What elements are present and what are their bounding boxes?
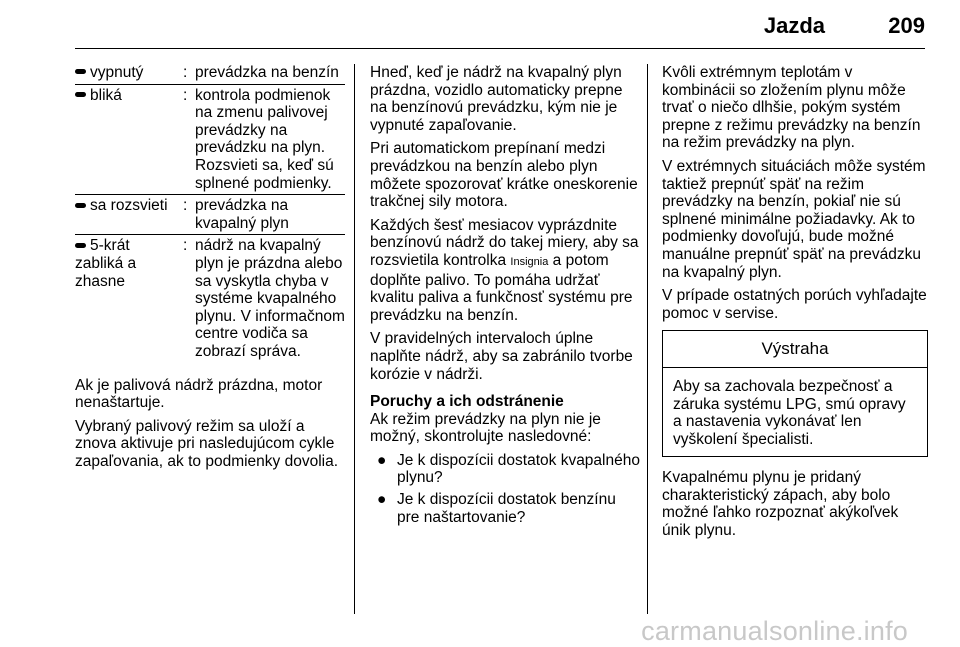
def-colon: : <box>183 237 188 255</box>
indicator-symbol: Insignia <box>510 255 549 268</box>
paragraph: V extrémnych situáciách môže systém taktiež prepnúť späť na režim prevádzky na benzín, pokiaľ nie sú splnené minimálne požiadavky. Ak to podmienky dovoľujú, bude možné manuálne prepnúť späť na prevádzku na kvapalný plyn. <box>662 157 926 281</box>
indicator-dash-icon <box>75 92 86 97</box>
paragraph: Hneď, keď je nádrž na kvapalný plyn prázdna, vozidlo automaticky prepne na benzínovú prevádzku, kým nie je vypnuté zapaľovanie. <box>370 64 623 134</box>
def-colon: : <box>183 86 188 104</box>
bullet-icon: ● <box>377 451 387 469</box>
warning-title: Výstraha <box>663 331 927 368</box>
paragraph: V prípade ostatných porúch vyhľadajte pomoc v servise. <box>662 287 927 322</box>
def-colon: : <box>183 64 188 81</box>
page-number: 209 <box>888 13 925 38</box>
bullet-icon: ● <box>377 491 387 509</box>
def-term: bliká <box>75 87 183 195</box>
header-rule <box>75 48 925 49</box>
indicator-dash-icon <box>75 69 86 74</box>
list-item: ● Je k dispozícii dostatok benzínu pre naštartovanie? <box>377 491 616 526</box>
section-title: Jazda <box>763 13 825 38</box>
indicator-dash-icon <box>75 243 86 248</box>
subheading: Poruchy a ich odstránenie <box>370 393 564 411</box>
def-description: nádrž na kvapalný plyn je prázdna alebo sa vyskytla chyba v systéme kvapalného plynu. V informačnom centre vodiča sa zobrazí správa. <box>195 237 345 360</box>
column-3 <box>662 64 928 546</box>
paragraph: Ak režim prevádzky na plyn nie je možný, skontrolujte nasledovné: <box>370 410 601 446</box>
def-divider <box>75 84 345 85</box>
def-description: kontrola podmienok na zmenu palivovej prevádzky na prevádzku na plyn. Rozsvieti sa, keď sú splnené podmienky. <box>195 86 334 192</box>
checklist <box>370 452 640 526</box>
paragraph: Každých šesť mesiacov vyprázdnite benzínovú nádrž do takej miery, aby sa rozsvietila kontrolka Insignia a potom doplňte palivo. To pomáha udržať kvalitu paliva a funkčnosť systému pre prevádzku na benzín. <box>370 216 639 324</box>
paragraph: Kvôli extrémnym teplotám v kombinácii so zložením plynu môže trvať o niečo dlhšie, pokým systém prepne z režimu prevádzky na benzín na režim prevádzky na plyn. <box>662 64 921 152</box>
def-colon: : <box>183 197 188 215</box>
page-header <box>75 0 925 48</box>
def-description: prevádzka na benzín <box>195 64 339 81</box>
warning-text: Aby sa zachovala bezpečnosť a záruka systému LPG, smú opravy a nastavenia vykonávať len vyškolení špecialisti. <box>673 377 906 448</box>
paragraph: V pravidelných intervaloch úplne naplňte nádrž, aby sa zabránilo tvorbe korózie v nádrži. <box>370 330 633 383</box>
paragraph: Ak je palivová nádrž prázdna, motor nenaštartuje. <box>75 376 323 412</box>
watermark: carmanualsonline.info <box>641 616 908 646</box>
paragraph: Pri automatickom prepínaní medzi prevádzkou na benzín alebo plyn môžete spozorovať krátke oneskorenie trakčnej sily motora. <box>370 140 638 211</box>
list-item: ● Je k dispozícii dostatok kvapalného plynu? <box>377 451 640 487</box>
def-description: prevádzka na kvapalný plyn <box>195 197 289 232</box>
column-divider <box>354 64 355 614</box>
def-divider <box>75 234 345 235</box>
column-1 <box>75 64 345 476</box>
def-term: sa rozsvieti <box>75 197 183 234</box>
indicator-dash-icon <box>75 203 86 208</box>
def-term: 5-krát zabliká a zhasne <box>75 237 137 290</box>
warning-box <box>662 330 928 457</box>
paragraph: Kvapalnému plynu je pridaný charakteristický zápach, aby bolo možné ľahko rozpoznať akýkoľvek únik plynu. <box>662 469 899 540</box>
indicator-definition-list <box>75 64 345 363</box>
def-term: vypnutý <box>75 64 183 84</box>
paragraph: Vybraný palivový režim sa uloží a znova aktivuje pri nasledujúcom cykle zapaľovania, ak to podmienky dovolia. <box>75 417 339 470</box>
def-divider <box>75 194 345 195</box>
column-divider <box>647 64 648 614</box>
column-2 <box>370 64 640 530</box>
